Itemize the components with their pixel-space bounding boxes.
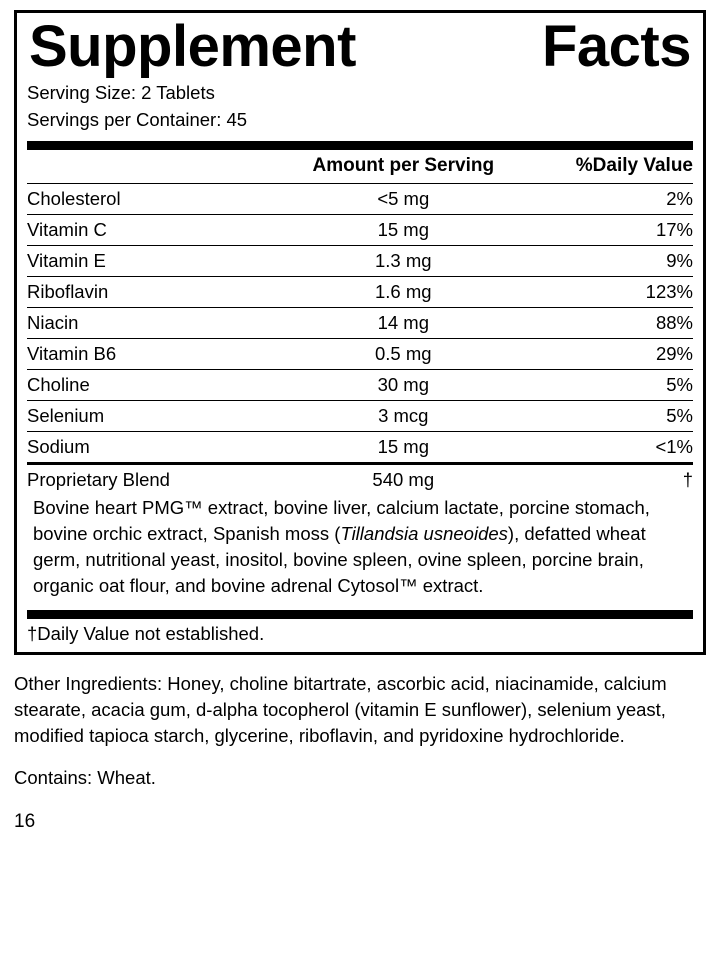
nutrient-daily-value: 5% bbox=[526, 369, 693, 400]
nutrient-daily-value: 2% bbox=[526, 183, 693, 214]
blend-text-species: Tillandsia usneoides bbox=[340, 522, 508, 544]
nutrient-name: Selenium bbox=[27, 400, 280, 431]
panel-title-facts: Facts bbox=[541, 14, 691, 79]
table-row bbox=[27, 183, 693, 214]
table-row bbox=[27, 431, 693, 463]
serving-size: Serving Size: 2 Tablets bbox=[27, 81, 215, 103]
proprietary-blend-amount: 540 mg bbox=[280, 463, 526, 495]
nutrient-daily-value: 29% bbox=[526, 338, 693, 369]
nutrient-amount: 0.5 mg bbox=[280, 338, 526, 369]
proprietary-blend-daily-value: † bbox=[526, 463, 693, 495]
nutrient-name: Choline bbox=[27, 369, 280, 400]
table-header-row bbox=[27, 150, 693, 184]
daily-value-note: †Daily Value not established. bbox=[27, 622, 265, 644]
page-number: 16 bbox=[14, 811, 36, 833]
table-row bbox=[27, 245, 693, 276]
header-nutrient bbox=[27, 150, 280, 184]
blend-text-part1: Bovine heart PMG™ extract, bovine liver, calcium lactate, porcine stomach, bovine orchic extract, Spanish moss ( bbox=[33, 496, 650, 544]
nutrient-amount: 15 mg bbox=[280, 431, 526, 463]
header-amount-per-serving: Amount per Serving bbox=[312, 154, 495, 176]
nutrient-name: Vitamin C bbox=[27, 214, 280, 245]
table-row bbox=[27, 400, 693, 431]
table-row bbox=[27, 276, 693, 307]
supplement-facts-panel bbox=[14, 10, 706, 655]
nutrient-daily-value: 17% bbox=[526, 214, 693, 245]
table-row bbox=[27, 338, 693, 369]
header-daily-value: %Daily Value bbox=[575, 154, 693, 176]
nutrient-amount: 3 mcg bbox=[280, 400, 526, 431]
panel-title-supplement: Supplement bbox=[29, 14, 356, 79]
nutrient-daily-value: <1% bbox=[526, 431, 693, 463]
other-ingredients: Other Ingredients: Honey, choline bitartrate, ascorbic acid, niacinamide, calcium stearate, acacia gum, d-alpha tocopherol (vitamin E sunflower), selenium yeast, modified tapioca starch, glycerine, riboflavin, and pyridoxine hydrochloride. bbox=[14, 672, 667, 747]
blend-text-part2: ), defatted wheat germ, nutritional yeast, inositol, bovine spleen, ovine spleen, porcine brain, organic oat flour, and bovine adrenal Cytosol™ extract. bbox=[33, 522, 646, 597]
nutrient-name: Vitamin B6 bbox=[27, 338, 280, 369]
divider-thick-bottom bbox=[27, 610, 693, 619]
nutrient-name: Vitamin E bbox=[27, 245, 280, 276]
nutrient-name: Niacin bbox=[27, 307, 280, 338]
nutrient-amount: 1.6 mg bbox=[280, 276, 526, 307]
nutrient-amount: 1.3 mg bbox=[280, 245, 526, 276]
table-row bbox=[27, 369, 693, 400]
nutrient-amount: <5 mg bbox=[280, 183, 526, 214]
nutrition-table bbox=[27, 150, 693, 495]
nutrient-amount: 30 mg bbox=[280, 369, 526, 400]
nutrient-daily-value: 88% bbox=[526, 307, 693, 338]
proprietary-blend-name: Proprietary Blend bbox=[27, 463, 280, 495]
nutrient-daily-value: 5% bbox=[526, 400, 693, 431]
panel-title bbox=[27, 14, 693, 80]
nutrient-name: Riboflavin bbox=[27, 276, 280, 307]
contains-statement: Contains: Wheat. bbox=[14, 767, 156, 789]
nutrient-amount: 15 mg bbox=[280, 214, 526, 245]
nutrient-daily-value: 123% bbox=[526, 276, 693, 307]
nutrient-amount: 14 mg bbox=[280, 307, 526, 338]
nutrient-daily-value: 9% bbox=[526, 245, 693, 276]
servings-per-container: Servings per Container: 45 bbox=[27, 108, 248, 130]
table-row bbox=[27, 307, 693, 338]
supplement-facts-page bbox=[0, 10, 720, 958]
nutrient-name: Cholesterol bbox=[27, 183, 280, 214]
divider-thick-top bbox=[27, 141, 693, 150]
table-row bbox=[27, 214, 693, 245]
proprietary-blend-row bbox=[27, 463, 693, 495]
proprietary-blend-ingredients bbox=[27, 495, 693, 603]
nutrient-name: Sodium bbox=[27, 431, 280, 463]
